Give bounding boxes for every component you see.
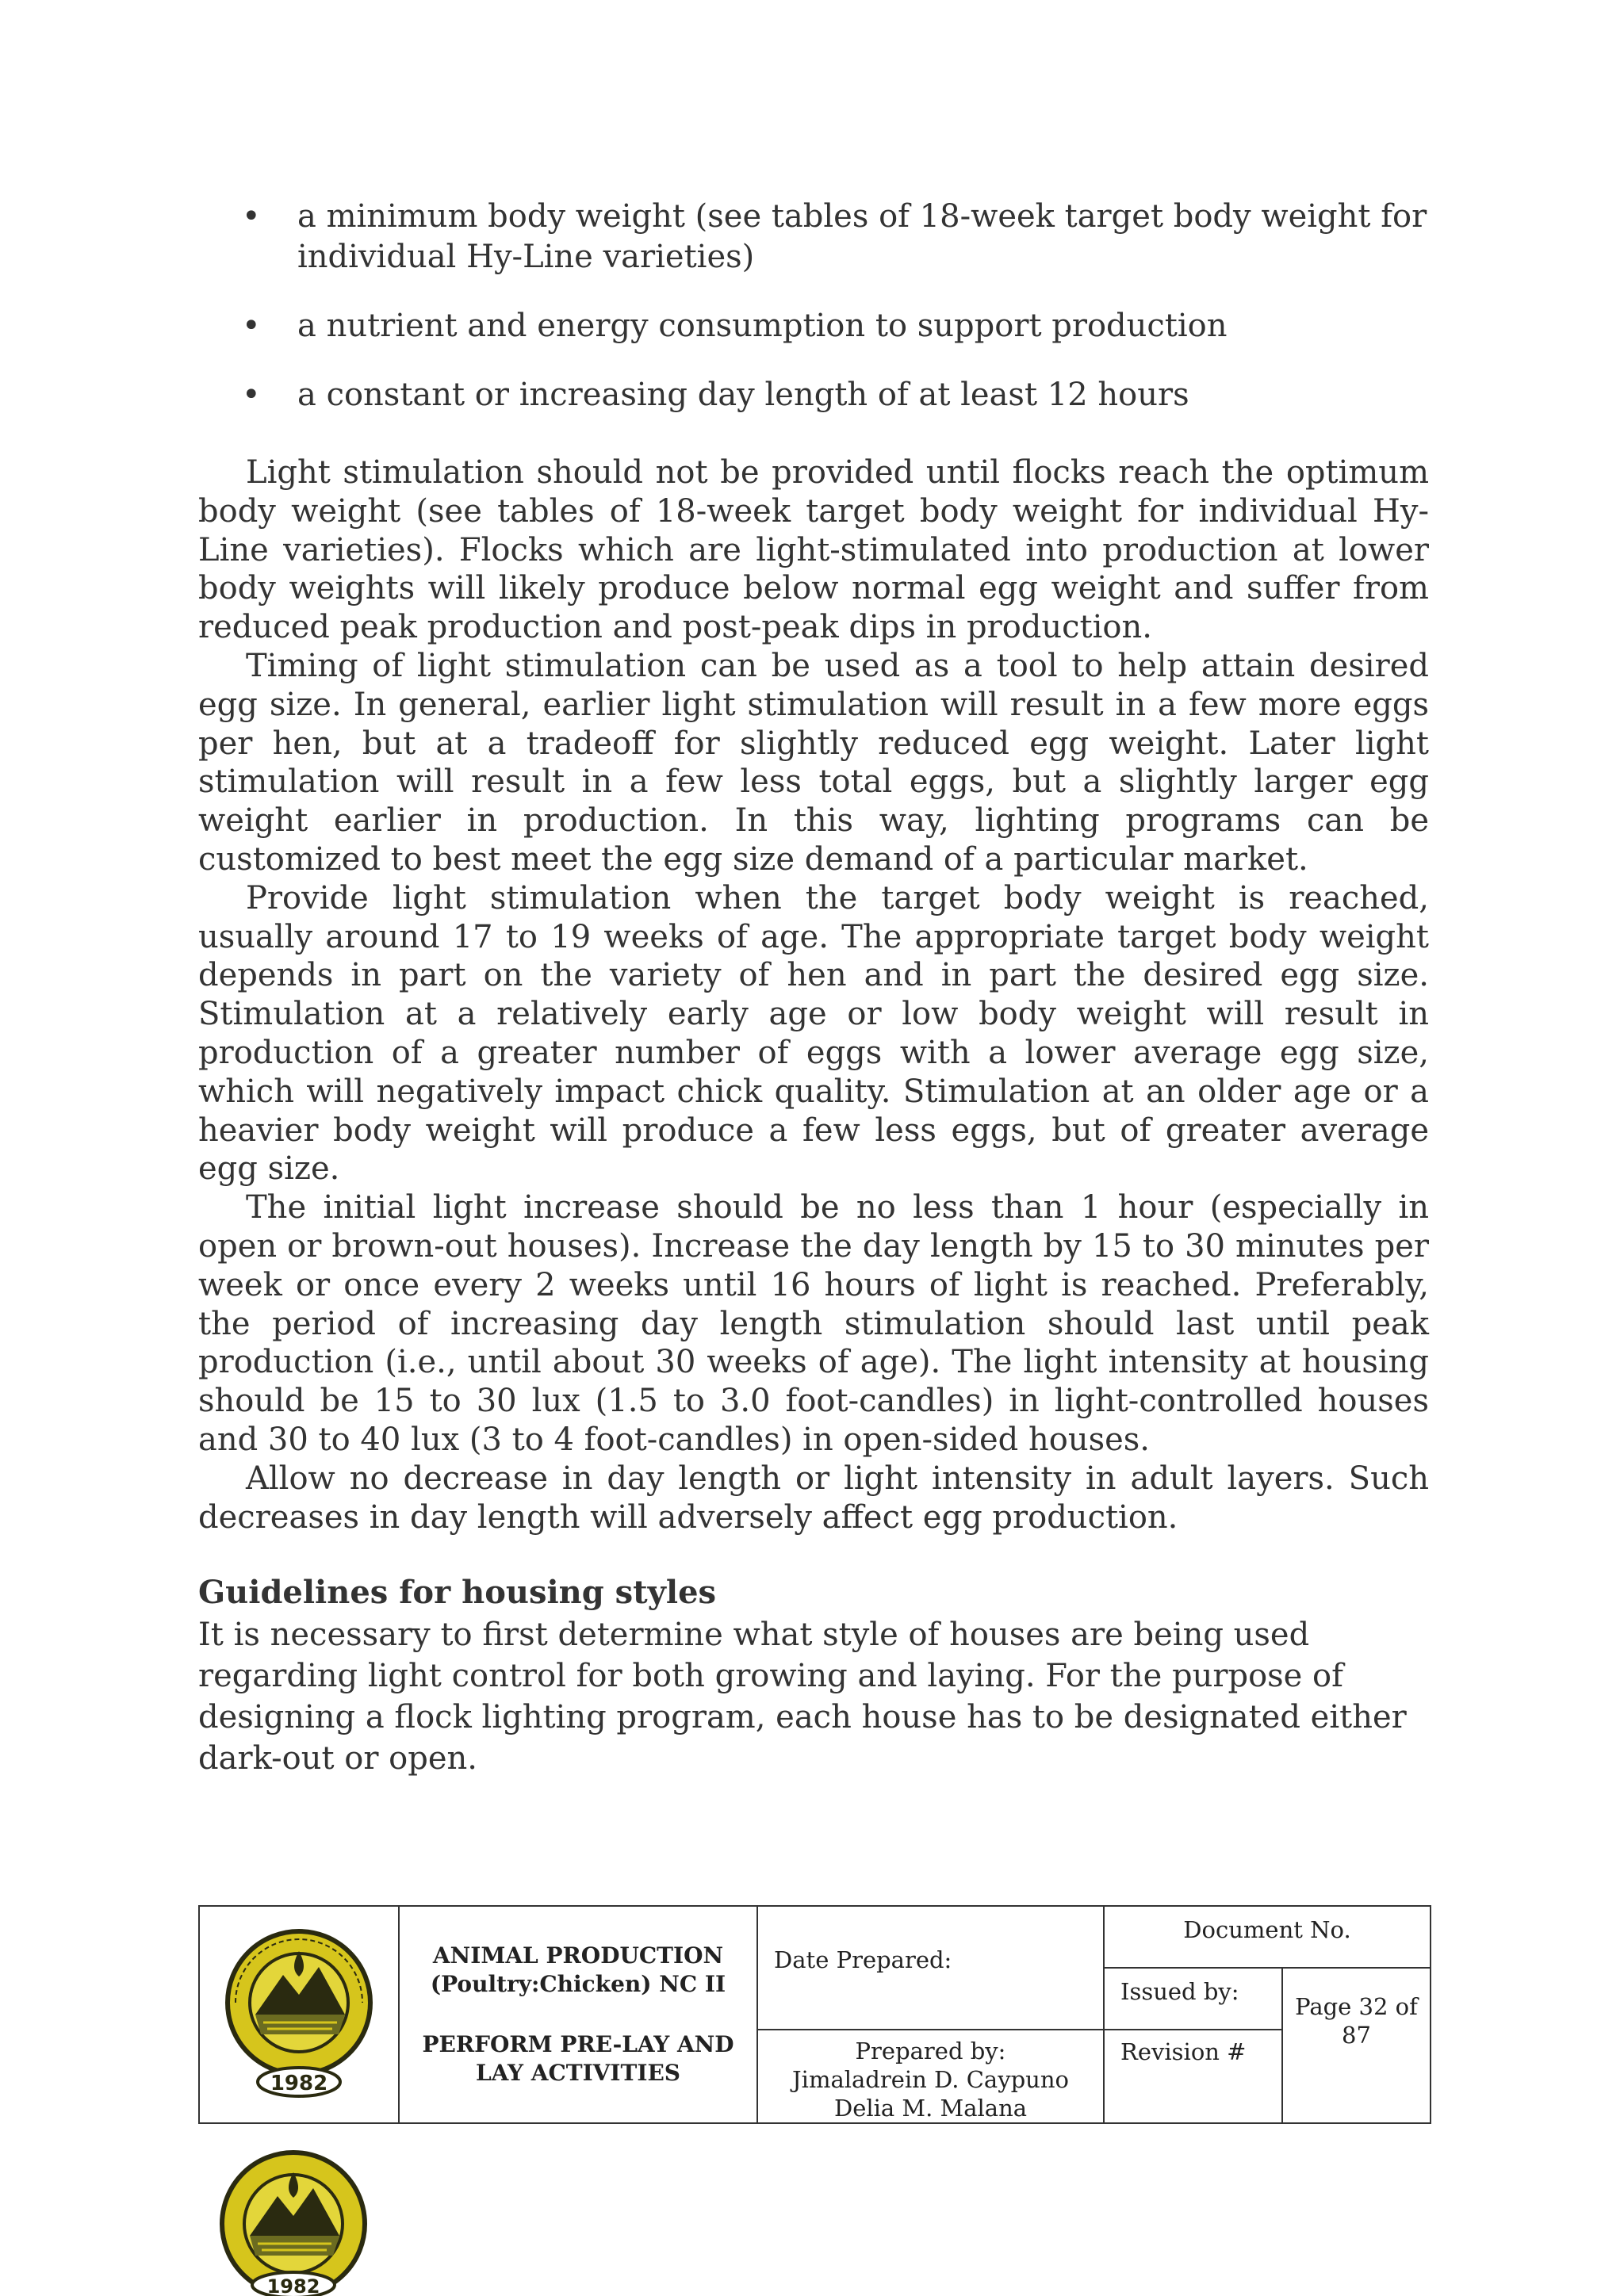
page-number-cell [1282,1968,1431,2123]
module-title-cell [399,1906,757,2123]
revision-label: Revision # [1120,2038,1247,2065]
module-title-line2: LAY ACTIVITIES [475,2060,680,2086]
section-title: Guidelines for housing styles [198,1574,717,1611]
course-title-line2: (Poultry:Chicken) NC II [430,1971,726,1997]
document-no-label: Document No. [1183,1916,1351,1943]
body-text [198,453,1429,1536]
bullet-dot: • [242,198,261,235]
prepared-by-cell [757,2030,1104,2123]
paragraph: Allow no decrease in day length or light intensity in adult layers. Such decreases in day length will adversely affect egg production. [198,1460,1429,1536]
bullet-item [242,306,1447,346]
date-prepared-label: Date Prepared: [774,1946,952,1973]
course-title-line1: ANIMAL PRODUCTION [432,1942,724,1969]
issued-by-cell [1104,1968,1282,2030]
page-number-line1: Page 32 of [1295,1993,1418,2020]
bullet-item [242,197,1447,277]
bullet-text: a nutrient and energy consumption to support production [297,308,1228,344]
seal-year: 1982 [266,2275,320,2296]
bullet-text: a minimum body weight (see tables of 18-week target body weight for individual Hy-Line varieties) [297,198,1427,275]
paragraph: The initial light increase should be no less than 1 hour (especially in open or brown-out houses). Increase the day length by 15 to 30 minutes per week or once every 2 weeks until 16 hours of light is reached. Preferably, the period of increasing day length stimulation should last until peak production (i.e., until about 30 weeks of age). The light intensity at housing should be 15 to 30 lux (1.5 to 3.0 foot-candles) in light-controlled houses and 30 to 40 lux (3 to 4 foot-candles) in open-sided houses. [198,1189,1429,1458]
author-name: Delia M. Malana [833,2095,1028,2122]
seal-year: 1982 [270,2072,328,2095]
module-title-line1: PERFORM PRE-LAY AND [422,2031,734,2057]
author-name: Jimaladrein D. Caypuno [792,2066,1069,2093]
bullet-dot: • [242,308,261,344]
issued-by-label: Issued by: [1120,1978,1239,2005]
prepared-by-label: Prepared by: [855,2038,1006,2064]
document-footer-table [198,1905,1431,2124]
bullet-list [242,197,1447,444]
document-no-cell [1104,1906,1431,1968]
paragraph: Light stimulation should not be provided until flocks reach the optimum body weight (see tables of 18-week target body weight for individual Hy-Line varieties). Flocks which are light-stimulated into production at lower body weights will likely produce below normal egg weight and suffer from reduced peak production and post-peak dips in production. [198,454,1429,646]
school-seal-icon [214,2149,373,2296]
bullet-item [242,375,1447,415]
paragraph: Provide light stimulation when the target body weight is reached, usually around 17 to 19 weeks of age. The appropriate target body weight depends in part on the variety of hen and in part the desired egg size. Stimulation at a relatively early age or low body weight will result in production of a greater number of eggs with a lower average egg size, which will negatively impact chick quality. Stimulation at an older age or a heavier body weight will produce a few less eggs, but of greater average egg size. [198,879,1429,1188]
logo-cell [199,1906,399,2123]
section-body: It is necessary to first determine what style of houses are being used regarding light control for both growing and laying. For the purpose of designing a flock lighting program, each house has to be designated either dark-out or open. [198,1617,1407,1777]
date-prepared-cell [757,1906,1104,2030]
bullet-dot: • [242,377,261,413]
page-number-line2: 87 [1342,2022,1371,2049]
bullet-text: a constant or increasing day length of at least 12 hours [297,377,1189,413]
paragraph: Timing of light stimulation can be used as a tool to help attain desired egg size. In general, earlier light stimulation will result in a few more eggs per hen, but at a tradeoff for slightly reduced egg weight. Later light stimulation will result in a few less total eggs, but a slightly larger egg weight earlier in production. In this way, lighting programs can be customized to best meet the egg size demand of a particular market. [198,647,1429,878]
revision-cell [1104,2030,1282,2123]
school-seal-icon [220,1927,378,2102]
